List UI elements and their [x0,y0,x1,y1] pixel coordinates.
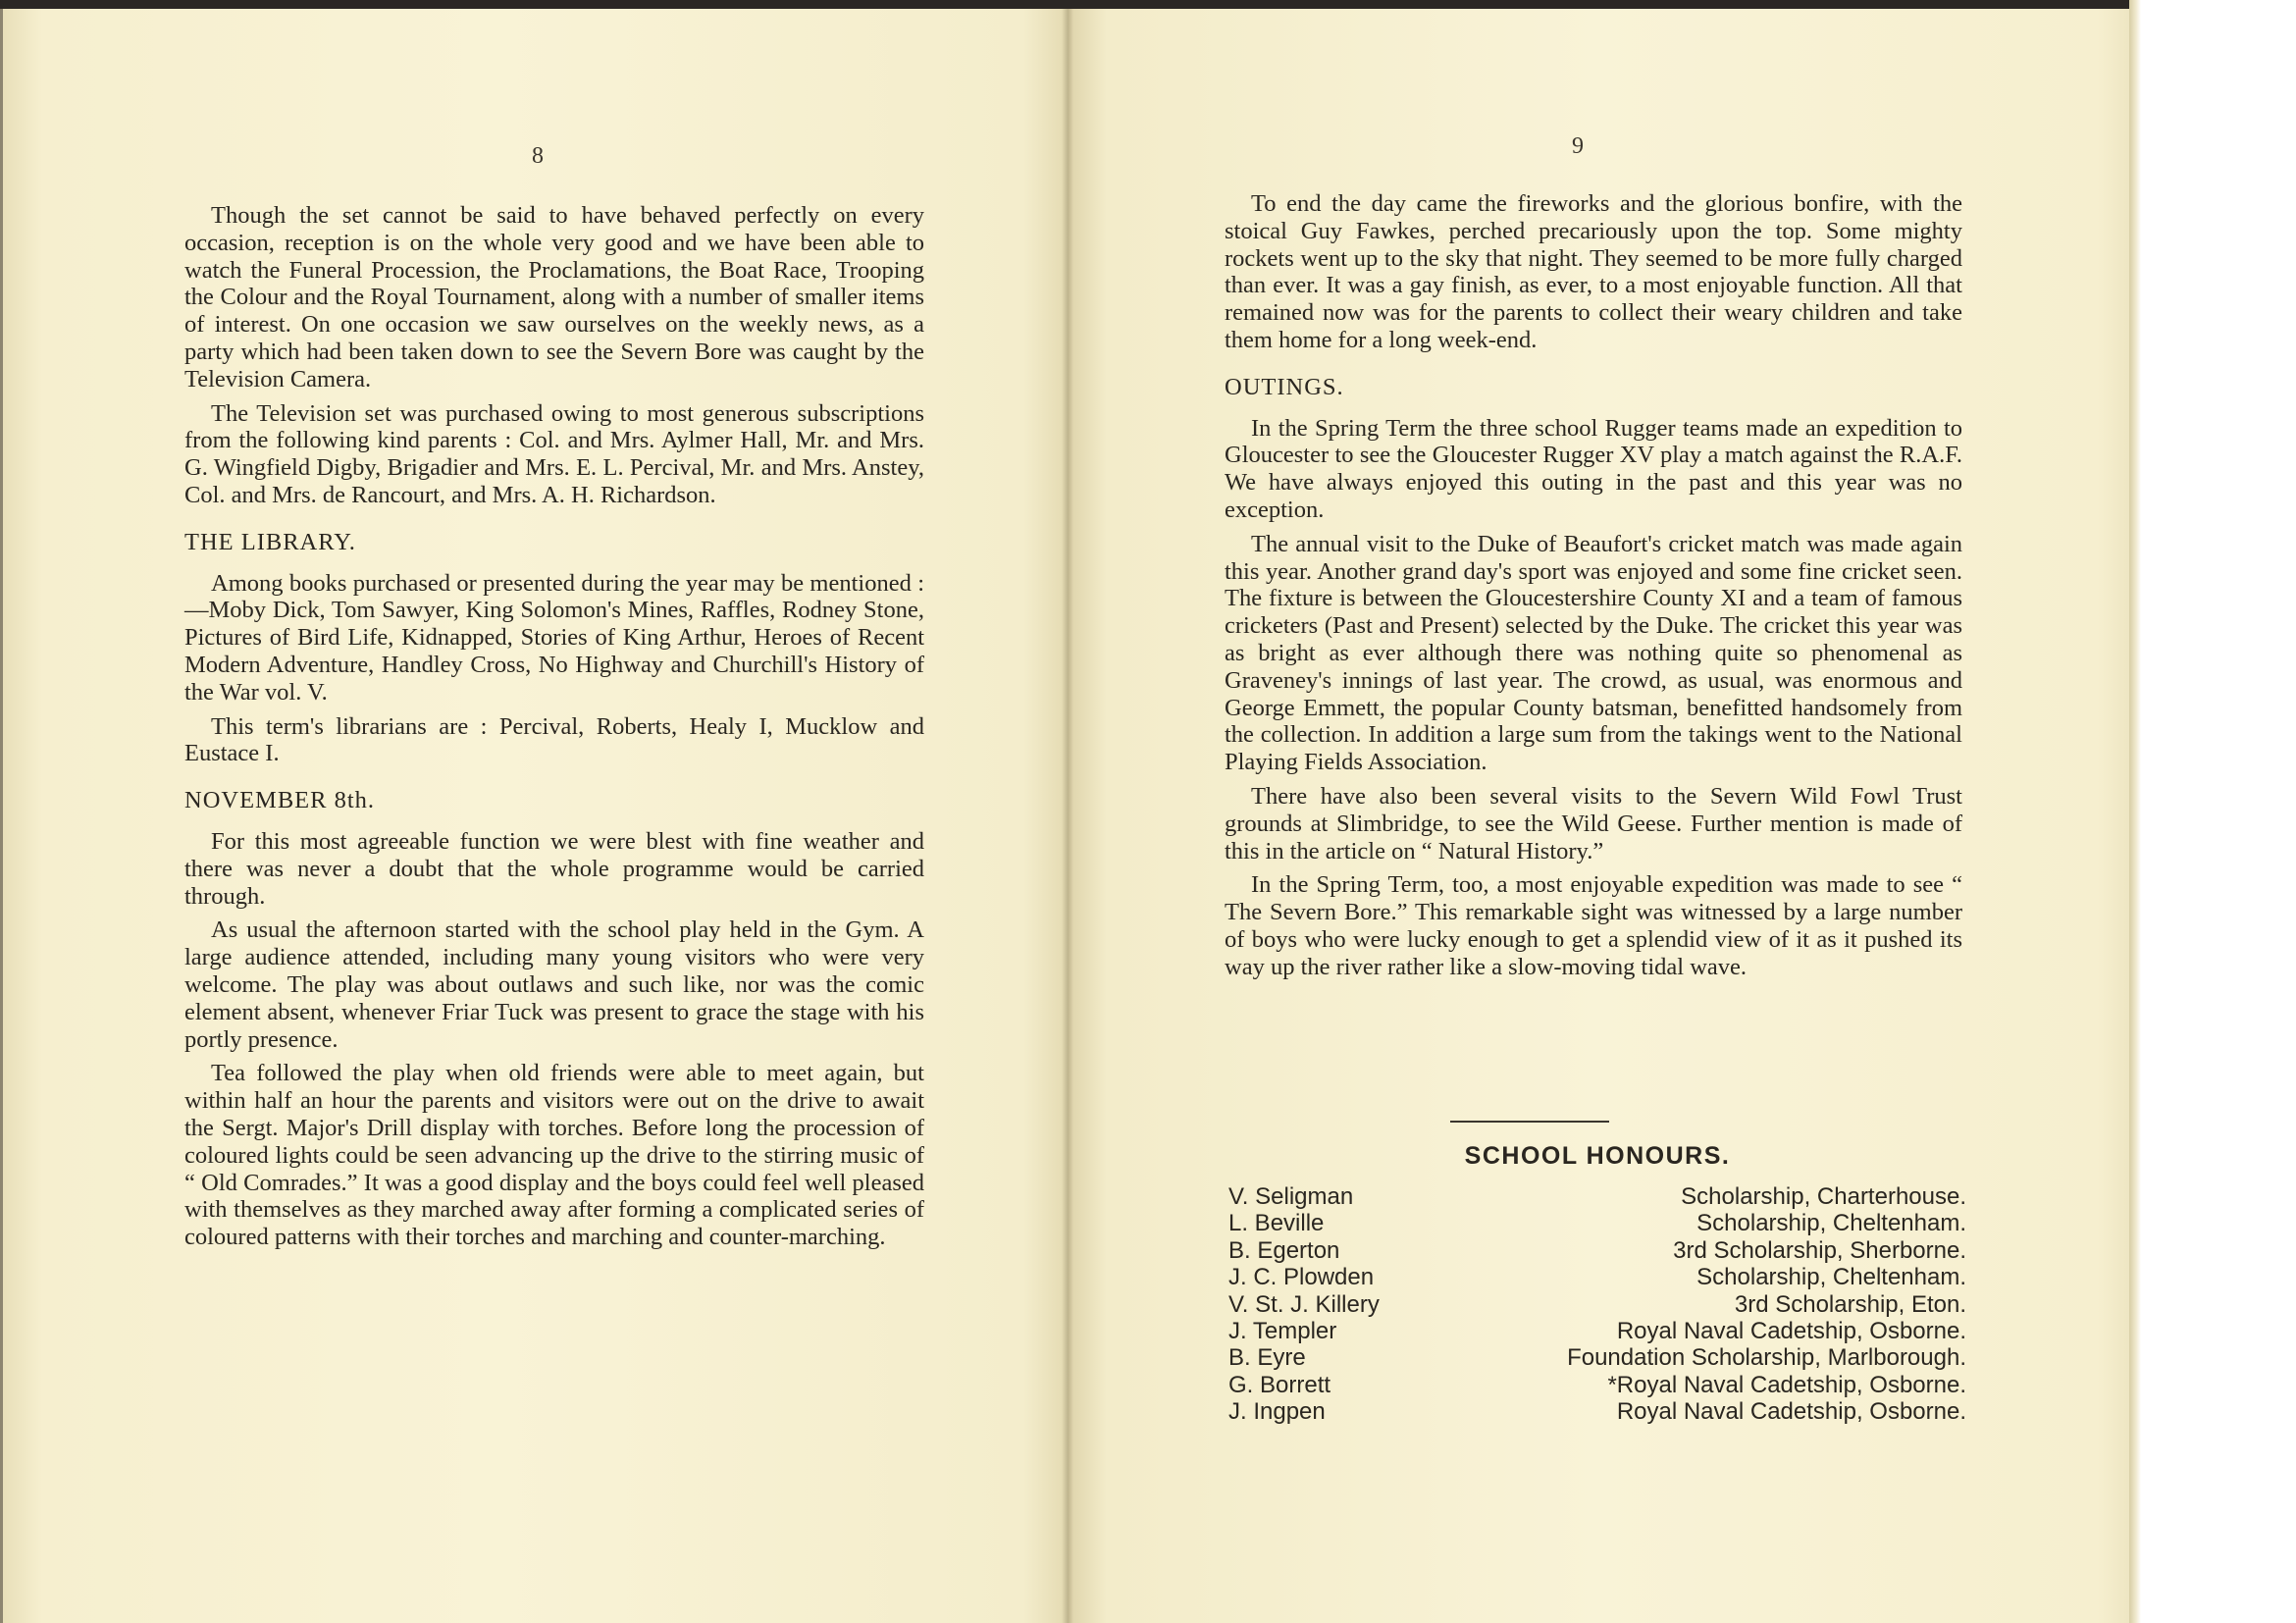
honours-row [1228,1183,1966,1210]
honours-list [1228,1183,1966,1426]
paragraph-fireworks: To end the day came the fireworks and the glorious bonfire, with the stoical Guy Fawkes, perched precariously upon the top. Some mighty rockets went up to the sky that night. They seemed to be more fully charged than ever. It was a gay finish, as ever, to a most enjoyable function. All that remained now was for the parents to collect their weary children and take them home for a long week-end. [1225,190,1962,353]
paragraph-outings-wildfowl: There have also been several visits to the Severn Wild Fowl Trust grounds at Slimbridge, to see the Wild Geese. Further mention is made of this in the article on “ Natural History.” [1225,782,1962,864]
honours-award: Foundation Scholarship, Marlborough. [1567,1344,1966,1372]
heading-november: NOVEMBER 8th. [184,787,376,814]
honours-name: B. Egerton [1228,1236,1340,1264]
honours-row [1228,1318,1966,1344]
honours-award: Royal Naval Cadetship, Osborne. [1616,1318,1966,1345]
paragraph-librarians: This term's librarians are : Percival, Roberts, Healy I, Mucklow and Eustace I. [184,712,924,767]
page-edge [2129,0,2141,1623]
honours-award: 3rd Scholarship, Sherborne. [1673,1236,1966,1264]
paragraph-television: Though the set cannot be said to have behaved perfectly on every occasion, reception is on the whole very good and we have been able to watch the Funeral Procession, the Proclamations, the Boat Race, Trooping the Colour and the Royal Tournament, along with a number of smaller items of interest. On one occasion we saw ourselves on the weekly news, as a party which had been taken down to see the Severn Bore was caught by the Television Camera. [184,202,924,393]
paragraph-outings-severn-bore: In the Spring Term, too, a most enjoyable expedition was made to see “ The Severn Bore.” This remarkable sight was witnessed by a large number of boys who were lucky enough to get a splendid view of it as it pushed its way up the river rather like a slow-moving tidal wave. [1225,871,1962,980]
honours-row [1228,1210,1966,1236]
honours-name: J. Templer [1228,1318,1337,1345]
honours-row [1228,1264,1966,1290]
book-gutter [1062,9,1073,1623]
paragraph-november-play: As usual the afternoon started with the school play held in the Gym. A large audience attended, including many young visitors who were very welcome. The play was about outlaws and such like, nor was the comic element absent, whenever Friar Tuck was present to grace the stage with his portly presence. [184,916,924,1053]
honours-name: V. St. J. Killery [1228,1290,1380,1318]
scan-top-edge [0,0,2139,9]
honours-row [1228,1344,1966,1371]
paragraph-subscriptions: The Television set was purchased owing to most generous subscriptions from the following kind parents : Col. and Mrs. Aylmer Hall, Mr. and Mrs. G. Wingfield Digby, Brigadier and Mrs. E. L. Percival, Mr. and Mrs. Anstey, Col. and Mrs. de Rancourt, and Mrs. A. H. Richardson. [184,399,924,508]
honours-name: L. Beville [1228,1210,1325,1237]
honours-name: G. Borrett [1228,1371,1331,1398]
heading-school-honours: SCHOOL HONOURS. [1464,1142,1731,1170]
honours-award: Scholarship, Cheltenham. [1696,1264,1966,1291]
paragraph-november-weather: For this most agreeable function we were blest with fine weather and there was never a doubt that the whole programme would be carried through. [184,827,924,910]
honours-award: Scholarship, Cheltenham. [1696,1210,1966,1237]
honours-name: J. C. Plowden [1228,1264,1375,1291]
heading-outings: OUTINGS. [1225,373,1344,400]
honours-row [1228,1237,1966,1264]
honours-row [1228,1372,1966,1398]
section-divider [1450,1121,1609,1123]
honours-name: J. Ingpen [1228,1398,1326,1426]
right-column [1225,190,1962,988]
honours-name: B. Eyre [1228,1344,1306,1372]
heading-library: THE LIBRARY. [184,528,356,555]
honours-row [1228,1291,1966,1318]
honours-award: *Royal Naval Cadetship, Osborne. [1607,1371,1966,1398]
paragraph-outings-rugger: In the Spring Term the three school Rugger teams made an expedition to Gloucester to see the Gloucester Rugger XV play a match against the R.A.F. We have always enjoyed this outing in the past and this year was no exception. [1225,414,1962,523]
honours-row [1228,1398,1966,1425]
left-column [184,202,924,1258]
honours-award: Scholarship, Charterhouse. [1681,1183,1966,1210]
paragraph-november-drill: Tea followed the play when old friends were able to meet again, but within half an hour the parents and visitors were out on the drive to await the Sergt. Major's Drill display with torches. Before long the procession of coloured lights could be seen advancing up the drive to the stirring music of “ Old Comrades.” It was a good display and the boys could feel well pleased with themselves as they marched away after forming a complicated series of coloured patterns with their torches and marching and counter-marching. [184,1060,924,1251]
paragraph-outings-cricket: The annual visit to the Duke of Beaufort's cricket match was made again this year. Another grand day's sport was enjoyed and some fine cricket seen. The fixture is between the Gloucestershire County XI and a team of famous cricketers (Past and Present) selected by the Duke. The cricket this year was as bright as ever although there was nothing quite so phenomenal as Graveney's innings of last year. The crowd, as usual, was enormous and George Emmett, the popular County batsman, benefitted handsomely from the collection. In addition a large sum from the takings went to the National Playing Fields Association. [1225,530,1962,776]
honours-award: Royal Naval Cadetship, Osborne. [1616,1398,1966,1426]
page-number-left: 8 [532,143,544,169]
honours-name: V. Seligman [1228,1183,1354,1210]
page-number-right: 9 [1572,133,1584,159]
honours-award: 3rd Scholarship, Eton. [1734,1290,1966,1318]
paragraph-library-books: Among books purchased or presented during the year may be mentioned :—Moby Dick, Tom Sawyer, King Solomon's Mines, Raffles, Rodney Stone, Pictures of Bird Life, Kidnapped, Stories of King Arthur, Heroes of Recent Modern Adventure, Handley Cross, No Highway and Churchill's History of the War vol. V. [184,569,924,706]
